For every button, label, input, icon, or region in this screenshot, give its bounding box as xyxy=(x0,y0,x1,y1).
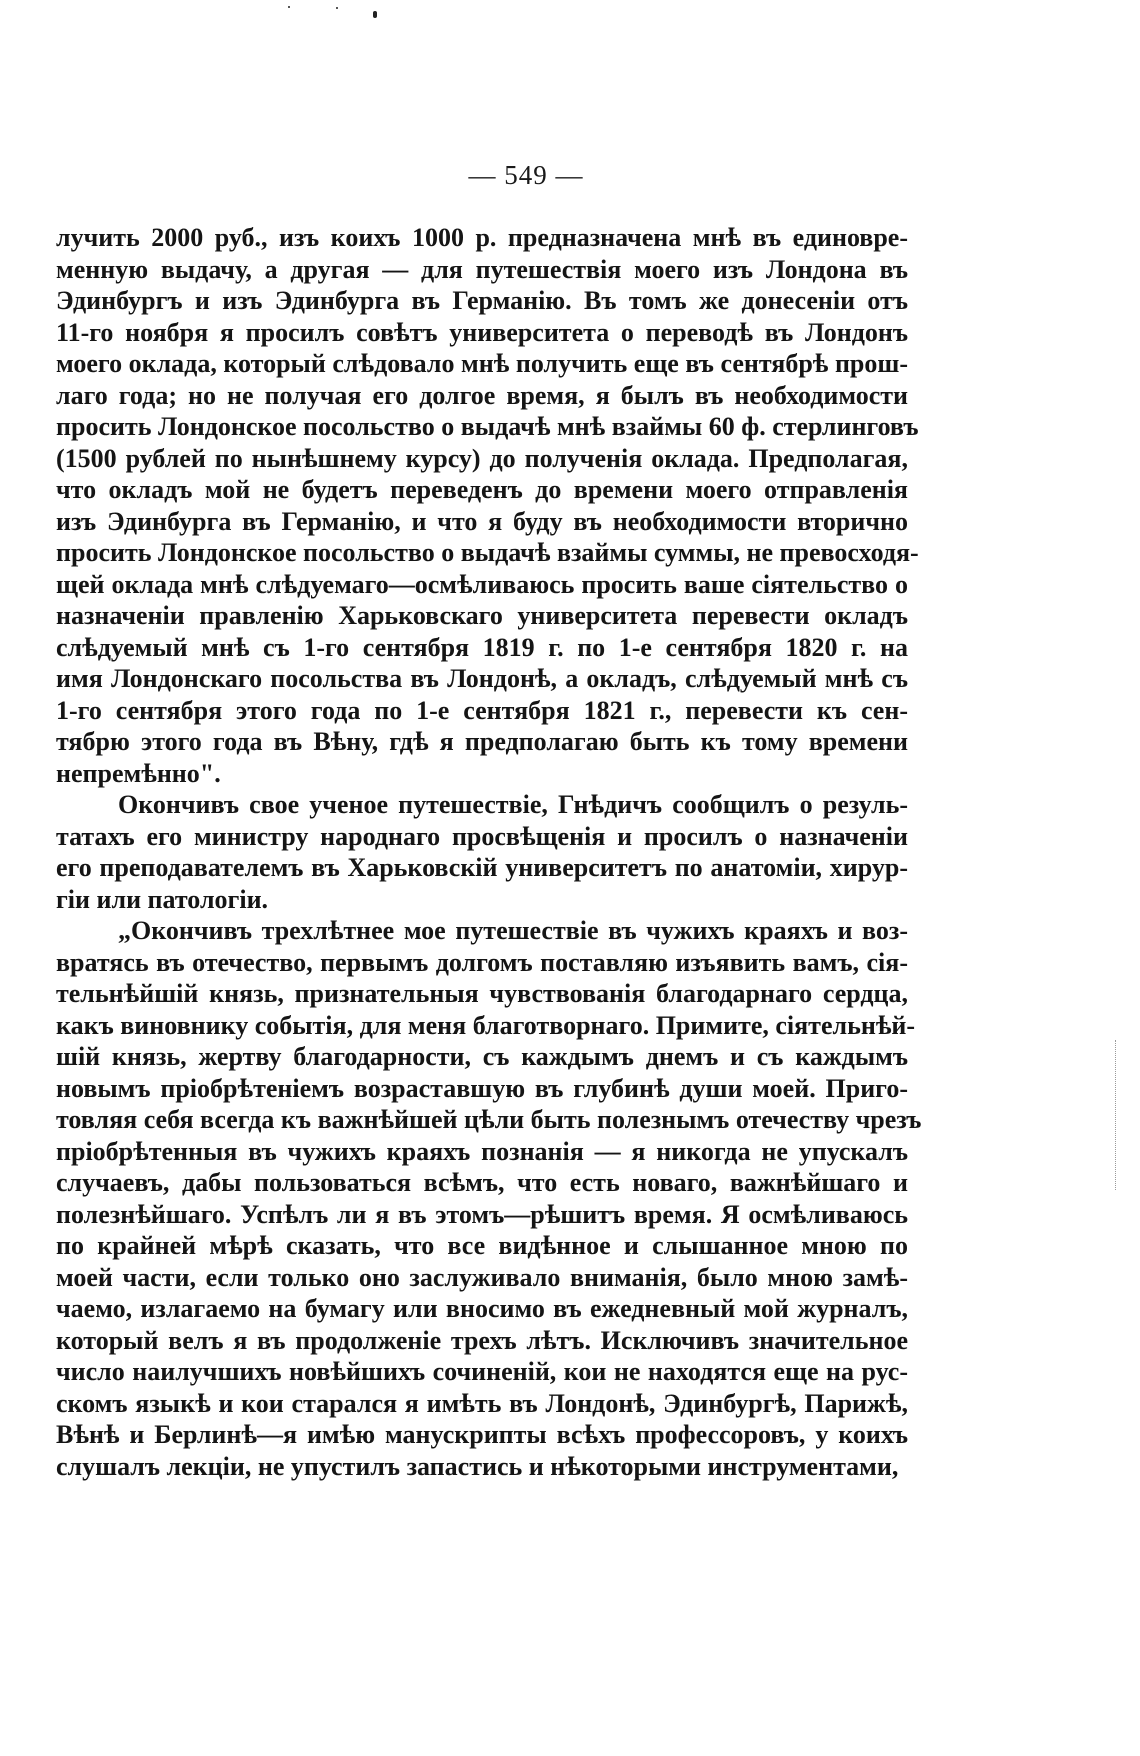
text-line: по крайней мѣрѣ сказать, что все видѣнное и слышанное мною по xyxy=(56,1231,908,1260)
text-line: пріобрѣтенныя въ чужихъ краяхъ познанія — я никогда не упускалъ xyxy=(56,1136,908,1166)
text-line: какъ виновнику событія, для меня благотворнаго. Примите, сіятельнѣй- xyxy=(56,1010,916,1040)
text-line: который велъ я въ продолженіе трехъ лѣтъ. Исключивъ значительное xyxy=(56,1325,908,1355)
text-line: гіи или патологіи. xyxy=(56,884,269,914)
text-line: имя Лондонскаго посольства въ Лондонѣ, а окладъ, слѣдуемый мнѣ съ xyxy=(56,664,908,693)
text-line: тябрю этого года въ Вѣну, гдѣ я предполагаю быть къ тому времени xyxy=(56,727,908,756)
text-line: непремѣнно". xyxy=(56,758,221,788)
text-line: число наилучшихъ новѣйшихъ сочиненій, кои не находятся еще на рус- xyxy=(56,1357,908,1386)
paragraph-p1 xyxy=(56,222,919,789)
text-line: тельнѣйшій князь, признательныя чувствованія благодарнаго сердца, xyxy=(56,979,908,1008)
text-line: моей части, если только оно заслуживало вниманія, было мною замѣ- xyxy=(56,1262,908,1292)
text-line: 1-го сентября этого года по 1-е сентября 1821 г., перевести къ сен- xyxy=(56,695,908,725)
ink-speck xyxy=(336,7,338,9)
text-line: просить Лондонское посольство о выдачѣ мнѣ взаймы 60 ф. стерлинговъ xyxy=(56,412,919,441)
body-text xyxy=(56,222,922,1482)
text-line: лучить 2000 руб., изъ коихъ 1000 р. предназначена мнѣ въ единовре- xyxy=(56,223,908,252)
text-line: скомъ языкѣ и кои старался я имѣть въ Лондонѣ, Эдинбургѣ, Парижѣ, xyxy=(56,1388,908,1418)
text-line: (1500 рублей по нынѣшнему курсу) до полученія оклада. Предполагая, xyxy=(56,443,908,473)
text-line: моего оклада, который слѣдовало мнѣ получить еще въ сентябрѣ прош- xyxy=(56,349,908,378)
text-line: назначеніи правленію Харьковскаго университета перевести окладъ xyxy=(56,601,908,630)
ink-speck xyxy=(288,6,290,8)
text-line: „Окончивъ трехлѣтнее мое путешествіе въ чужихъ краяхъ и воз- xyxy=(118,916,908,945)
text-line: просить Лондонское посольство о выдачѣ взаймы суммы, не превосходя- xyxy=(56,538,919,567)
text-line: менную выдачу, а другая — для путешествія моего изъ Лондона въ xyxy=(56,254,908,284)
text-line: Окончивъ свое ученое путешествіе, Гнѣдичъ сообщилъ о резуль- xyxy=(118,790,908,819)
text-line: татахъ его министру народнаго просвѣщенія и просилъ о назначеніи xyxy=(56,821,908,851)
text-line: слѣдуемый мнѣ съ 1-го сентября 1819 г. по 1-е сентября 1820 г. на xyxy=(56,632,908,662)
text-line: вратясь въ отечество, первымъ долгомъ поставляю изъявить вамъ, сія- xyxy=(56,947,908,977)
text-line: Эдинбургъ и изъ Эдинбурга въ Германію. Въ томъ же донесеніи отъ xyxy=(56,286,908,315)
text-line: товляя себя всегда къ важнѣйшей цѣли быть полезнымъ отечеству чрезъ xyxy=(56,1105,922,1134)
text-line: слушалъ лекціи, не упустилъ запастись и нѣкоторыми инструментами, xyxy=(56,1451,899,1481)
text-line: изъ Эдинбурга въ Германію, и что я буду въ необходимости вторично xyxy=(56,506,908,536)
paragraph-p3 xyxy=(56,915,922,1482)
text-line: Вѣнѣ и Берлинѣ—я имѣю манускрипты всѣхъ профессоровъ, у коихъ xyxy=(56,1420,908,1449)
paragraph-p2 xyxy=(56,789,908,915)
text-line: новымъ пріобрѣтеніемъ возраставшую въ глубинѣ души моей. Приго- xyxy=(56,1073,908,1103)
text-line: шій князь, жертву благодарности, съ каждымъ днемъ и съ каждымъ xyxy=(56,1042,908,1071)
text-line: щей оклада мнѣ слѣдуемаго—осмѣливаюсь просить ваше сіятельство о xyxy=(56,569,908,599)
page-number: — 549 — xyxy=(468,160,584,190)
text-line: случаевъ, дабы пользоваться всѣмъ, что есть новаго, важнѣйшаго и xyxy=(56,1168,908,1197)
ink-speck xyxy=(373,11,377,18)
text-line: его преподавателемъ въ Харьковскій университетъ по анатоміи, хирур- xyxy=(56,853,908,882)
text-line: полезнѣйшаго. Успѣлъ ли я въ этомъ—рѣшитъ время. Я осмѣливаюсь xyxy=(56,1199,908,1229)
margin-mark xyxy=(1115,1040,1118,1190)
text-line: чаемо, излагаемо на бумагу или вносимо въ ежедневный мой журналъ, xyxy=(56,1294,908,1323)
text-line: 11-го ноября я просилъ совѣтъ университета о переводѣ въ Лондонъ xyxy=(56,317,908,347)
text-line: лаго года; но не получая его долгое время, я былъ въ необходимости xyxy=(56,380,908,410)
text-line: что окладъ мой не будетъ переведенъ до времени моего отправленія xyxy=(56,475,908,504)
